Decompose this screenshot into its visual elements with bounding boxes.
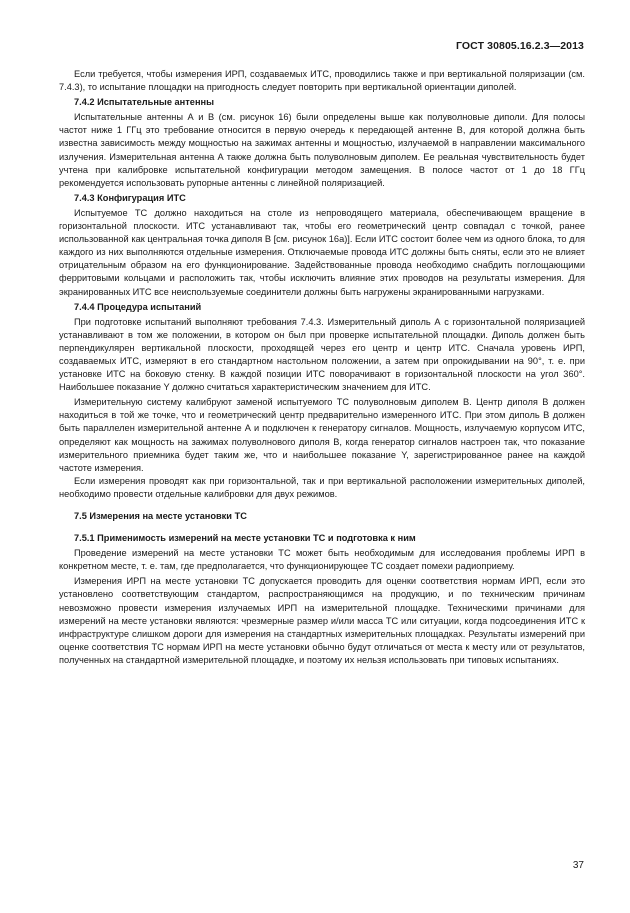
section-heading-7-5-1: 7.5.1 Применимость измерений на месте установки ТС и подготовка к ним [74,533,416,544]
page-number: 37 [572,860,584,871]
paragraph-test-antennas: Испытательные антенны А и В (см. рисунок 16) были определены выше как полуволновые диполи. Для полосы частот ниже 1 ГГц это требование относится в первую очередь к передающей антенне В, для которой должна быть известна зависимость между мощностью на зажимах антенны и мощностью, излучаемой в направлении максимального излучения. Измерительная антенна А также должна быть полуволновым диполем. Ее реальная чувствительность будет учтена при калибровке испытательной конфигурации методом замещения. В полосе частот от 1 до 18 ГГц рекомендуется использовать рупорные антенны с линейной поляризацией. [59,112,585,188]
section-heading-7-5: 7.5 Измерения на месте установки ТС [74,511,247,521]
paragraph-in-situ-purpose: Проведение измерений на месте установки ТС может быть необходимым для исследования проблемы ИРП в конкретном месте, т. е. там, где предполагается, что функционирующее ТС создает помехи радиоприему. [59,548,585,572]
paragraph-eut-configuration: Испытуемое ТС должно находиться на столе из непроводящего материала, обеспечивающем вращение в горизонтальной плоскости. ИТС устанавливают так, чтобы его геометрический центр совпадал с точкой, ранее использованной как центральная точка диполя В [см. рисунок 16а)]. Если ИТС состоит более чем из одного блока, то для каждого из них выполняются отдельные измерения. Отключаемые провода ИТС должны быть сняты, если это не влияет отрицательным образом на его функционирование. Задействованные провода необходимо снабдить поглощающими ферритовыми кольцами и расположить так, чтобы исключить влияние этих проводов на результаты измерения. Для экранированных ИТС все неиспользуемые соединители должны быть нагружены экранированными нагрузками. [59,207,585,297]
document-body [59,68,585,667]
section-heading-7-4-2: 7.4.2 Испытательные антенны [74,97,215,108]
section-heading-7-4-3: 7.4.3 Конфигурация ИТС [74,192,186,203]
paragraph-test-procedure: При подготовке испытаний выполняют требования 7.4.3. Измерительный диполь А с горизонтальной поляризацией устанавливают в том же положении, в котором он был при проверке испытательной площадки. Диполь должен быть перпендикулярен вертикальной плоскости, проходящей через его центр и центр ИТС. Сначала уровень ИРП, создаваемых ИТС, измеряют в его стандартном настольном положении, а затем при опрокидывании на 90°, т. е. при установке ИТС на боковую стенку. В каждой позиции ИТС поворачивают в горизонтальной плоскости на угол 360°. Наибольшее показание Y должно считаться характеристическим значением для ИТС. [59,316,585,393]
paragraph-separate-calibrations: Если измерения проводят как при горизонтальной, так и при вертикальной расположении измерительных диполей, необходимо провести отдельные калибровки для двух режимов. [59,475,585,499]
paragraph-calibration: Измерительную систему калибруют заменой испытуемого ТС полуволновым диполем В. Центр диполя В должен находиться в той же точке, что и геометрический центр предварительно измеренного ИТС. При этом диполь В должен быть параллелен измерительной антенне А и подключен к генератору сигналов. Мощность, излучаемую корпусом ИТС, определяют как мощность на зажимах полуволнового диполя В, когда генератор сигналов настроен так, что показание измерительного приемника будет таким же, что и наибольшее показание Y, зарегистрированное ранее на каждой частоте измерения. [59,397,585,473]
section-heading-7-4-4: 7.4.4 Процедура испытаний [74,301,202,312]
paragraph-vertical-polarization: Если требуется, чтобы измерения ИРП, создаваемых ИТС, проводились также и при вертикальной поляризации (см. 7.4.3), то испытание площадки на пригодность следует повторить при вертикальной ориентации диполей. [59,69,585,93]
document-code-header: ГОСТ 30805.16.2.3—2013 [456,40,584,52]
paragraph-in-situ-conformity: Измерения ИРП на месте установки ТС допускается проводить для оценки соответствия нормам ИРП, если это установлено соответствующим стандартом, распространяющимся на продукцию, и по техническим причинам невозможно провести измерения излучаемых ИРП на измерительной площадке. Техническими причинами для измерений на месте установки являются: чрезмерные размер и/или масса ТС или ситуации, когда подсоединения ИТС к инфраструктуре слишком дороги для измерения на стандартных измерительных площадках. Результаты измерений при оценке соответствия ТС нормам ИРП на месте установки обычно будут отличаться от места к месту или от результатов, полученных на стандартной измерительной площадке, и поэтому их нельзя использовать при типовых испытаниях. [59,576,585,665]
